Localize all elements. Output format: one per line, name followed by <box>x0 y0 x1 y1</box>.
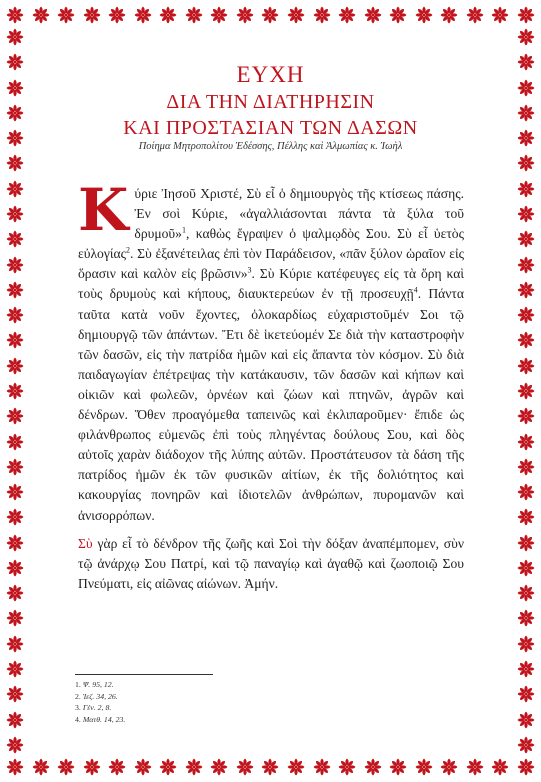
footnote-item: 2. Ἰεζ. 34, 26. <box>75 691 118 701</box>
red-star-icon <box>6 256 24 274</box>
red-star-icon <box>517 736 535 754</box>
footnote-ref-2[interactable]: 2 <box>126 245 130 255</box>
red-star-icon <box>338 758 356 776</box>
red-star-icon <box>6 154 24 172</box>
footnotes <box>75 679 125 725</box>
footnote-ref-4[interactable]: 4 <box>413 285 418 295</box>
footnote-item: 4. Ματθ. 14, 23. <box>75 714 126 724</box>
red-star-icon <box>6 609 24 627</box>
footnote-ref-3[interactable]: 3 <box>247 265 252 275</box>
red-star-icon <box>517 357 535 375</box>
red-star-icon <box>491 758 509 776</box>
red-star-icon <box>517 180 535 198</box>
red-star-icon <box>517 230 535 248</box>
title-line-2: ΔΙΑ ΤΗΝ ΔΙΑΤΗΡΗΣΙΝ <box>166 91 375 113</box>
red-star-icon <box>517 154 535 172</box>
footnote-ref-1[interactable]: 1 <box>181 225 186 235</box>
prayer-paragraph-1 <box>78 176 465 526</box>
red-star-icon <box>6 758 24 776</box>
red-star-icon <box>83 6 101 24</box>
red-star-icon <box>440 758 458 776</box>
red-star-icon <box>517 331 535 349</box>
red-star-icon <box>159 758 177 776</box>
red-star-icon <box>389 6 407 24</box>
red-star-icon <box>517 559 535 577</box>
red-star-icon <box>6 584 24 602</box>
red-star-icon <box>517 407 535 425</box>
red-star-icon <box>517 609 535 627</box>
red-star-icon <box>185 6 203 24</box>
red-star-icon <box>261 758 279 776</box>
red-star-icon <box>287 6 305 24</box>
red-star-icon <box>415 6 433 24</box>
border-top <box>6 4 535 26</box>
red-star-icon <box>415 758 433 776</box>
red-star-icon <box>517 28 535 46</box>
red-star-icon <box>6 407 24 425</box>
subtitle: Ποίημα Μητροπολίτου Ἐδέσσης, Πέλλης καὶ Ἀλμωπίας κ. Ἰωὴλ <box>138 141 403 152</box>
red-star-icon <box>287 758 305 776</box>
red-star-icon <box>517 205 535 223</box>
red-star-icon <box>57 758 75 776</box>
red-star-icon <box>83 758 101 776</box>
red-star-icon <box>389 758 407 776</box>
red-star-icon <box>517 685 535 703</box>
red-star-icon <box>338 6 356 24</box>
red-star-icon <box>517 433 535 451</box>
red-star-icon <box>517 6 535 24</box>
red-star-icon <box>6 433 24 451</box>
red-star-icon <box>6 306 24 324</box>
red-star-icon <box>6 483 24 501</box>
red-star-icon <box>6 230 24 248</box>
prayer-text: . Σὺ Κύριε κατέφευγες εἰς τὰ ὄρη καὶ τοὺς δρυμοὺς καὶ κήπους, διαυκτερεύων ἐν τῇ προσευχῇ <box>78 266 465 302</box>
border-bottom <box>6 756 535 778</box>
footnote-item: 3. Γέν. 2, 8. <box>75 703 112 713</box>
red-star-icon <box>6 736 24 754</box>
red-star-icon <box>313 758 331 776</box>
red-star-icon <box>6 28 24 46</box>
red-star-icon <box>517 758 535 776</box>
red-star-icon <box>364 6 382 24</box>
footnote-item: 1. Ψ. 95, 12. <box>75 680 114 689</box>
red-star-icon <box>517 256 535 274</box>
red-star-icon <box>6 685 24 703</box>
red-star-icon <box>517 660 535 678</box>
prayer-paragraph-2 <box>78 534 464 594</box>
red-star-icon <box>466 758 484 776</box>
red-star-icon <box>6 660 24 678</box>
red-star-icon <box>134 6 152 24</box>
red-star-icon <box>6 281 24 299</box>
red-star-icon <box>6 331 24 349</box>
prayer-text: . Πάντα ταῦτα κατὰ νοῦν ἔχοντες, ὁλοκαρδίως εὐχαριστοῦμέν Σοι τῷ δημιουργῷ τῶν ἁπάντων. Ἔτι δὲ ἱκετεύομέν Σε διὰ τὴν καταστροφὴν τῶν δασῶν, εἰς τὴν πατρίδα ἡμῶν καὶ εἰς ἅπαντα τὸν κόσμον. Σὺ διὰ παιδαγωγίαν ἐπέτρεψας τὴν κατάκαυσιν, τῶν δασῶν καὶ κήπων καὶ οἰκιῶν καὶ φωλεῶν, ὀρνέων καὶ ζώων καὶ πτηνῶν, ἀγρῶν καὶ δένδρων. Ὅθεν προαγόμεθα ταπεινῶς καὶ ἐκλιπαροῦμεν· ἔπιδε ὡς φιλάνθρωπος εὐμενῶς ἐπὶ τοὺς πληγέντας δούλους Σου, καὶ δὸς αὐτοῖς χαρὰν διάδοχον τῆς λύπης αὐτῶν. Προστάτευσον τὰ δάση τῆς πατρίδος ἡμῶν ἐκ τῶν φυσικῶν αἰτίων, ἐκ τῆς δολιότητος καὶ κακουργίας πονηρῶν καὶ ἰδιοτελῶν ἀνθρώπων, πυρομανῶν καὶ ἀνισορρόπων. <box>78 286 465 523</box>
red-star-icon <box>6 534 24 552</box>
red-star-icon <box>6 205 24 223</box>
red-star-icon <box>440 6 458 24</box>
red-star-icon <box>517 635 535 653</box>
red-star-icon <box>517 382 535 400</box>
red-star-icon <box>32 6 50 24</box>
red-star-icon <box>185 758 203 776</box>
red-initial-word: Σὺ <box>78 535 93 551</box>
red-star-icon <box>517 306 535 324</box>
red-star-icon <box>6 559 24 577</box>
red-star-icon <box>6 508 24 526</box>
red-star-icon <box>6 6 24 24</box>
red-star-icon <box>108 758 126 776</box>
red-star-icon <box>57 6 75 24</box>
red-star-icon <box>134 758 152 776</box>
prayer-text: . Σὺ ἐξανέτειλας ἐπὶ τὸν Παράδεισον, «πᾶν ξύλον ὡραῖον εἰς ὅρασιν καὶ καλὸν εἰς βρῶσιν» <box>78 246 464 282</box>
prayer-text: , καθὼς ἔγραψεν ὁ ψαλμῳδὸς Σου. Σὺ εἶ ὑετὸς εὐλογίας <box>78 226 464 262</box>
red-star-icon <box>210 6 228 24</box>
title-line-3: ΚΑΙ ΠΡΟΣΤΑΣΙΑΝ ΤΩΝ ΔΑΣΩΝ <box>123 117 418 139</box>
red-star-icon <box>517 508 535 526</box>
red-star-icon <box>6 382 24 400</box>
red-star-icon <box>261 6 279 24</box>
red-star-icon <box>517 584 535 602</box>
red-star-icon <box>6 458 24 476</box>
red-star-icon <box>491 6 509 24</box>
red-star-icon <box>364 758 382 776</box>
footnote-divider <box>75 674 213 675</box>
red-star-icon <box>517 458 535 476</box>
prayer-text: γὰρ εἶ τὸ δένδρον τῆς ζωῆς καὶ Σοὶ τὴν δόξαν ἀναπέμπομεν, σὺν τῷ ἀνάρχῳ Σου Πατρί, καὶ τῷ παναγίῳ καὶ ἀγαθῷ καὶ ζωοποιῷ Σου Πνεύματι, εἰς αἰῶνας αἰώνων. Ἀμήν. <box>78 535 464 591</box>
red-star-icon <box>159 6 177 24</box>
red-star-icon <box>6 180 24 198</box>
red-star-icon <box>6 711 24 729</box>
red-star-icon <box>517 483 535 501</box>
red-star-icon <box>6 357 24 375</box>
red-star-icon <box>517 281 535 299</box>
drop-cap: Κ <box>78 176 129 244</box>
red-star-icon <box>466 6 484 24</box>
red-star-icon <box>32 758 50 776</box>
red-star-icon <box>236 758 254 776</box>
red-star-icon <box>6 635 24 653</box>
red-star-icon <box>108 6 126 24</box>
red-star-icon <box>236 6 254 24</box>
title-line-1: ΕΥΧΗ <box>236 62 305 87</box>
prayer-text: ύριε Ἰησοῦ Χριστέ, Σὺ εἶ ὁ δημιουργὸς τῆς κτίσεως πάσης. Ἐν σοὶ Κύριε, «ἀγαλλιάσονται πάντα τὰ ξύλα τοῦ δρυμοῦ» <box>134 186 464 242</box>
red-star-icon <box>517 711 535 729</box>
red-star-icon <box>210 758 228 776</box>
prayer-body <box>78 176 465 594</box>
red-star-icon <box>517 534 535 552</box>
red-star-icon <box>313 6 331 24</box>
